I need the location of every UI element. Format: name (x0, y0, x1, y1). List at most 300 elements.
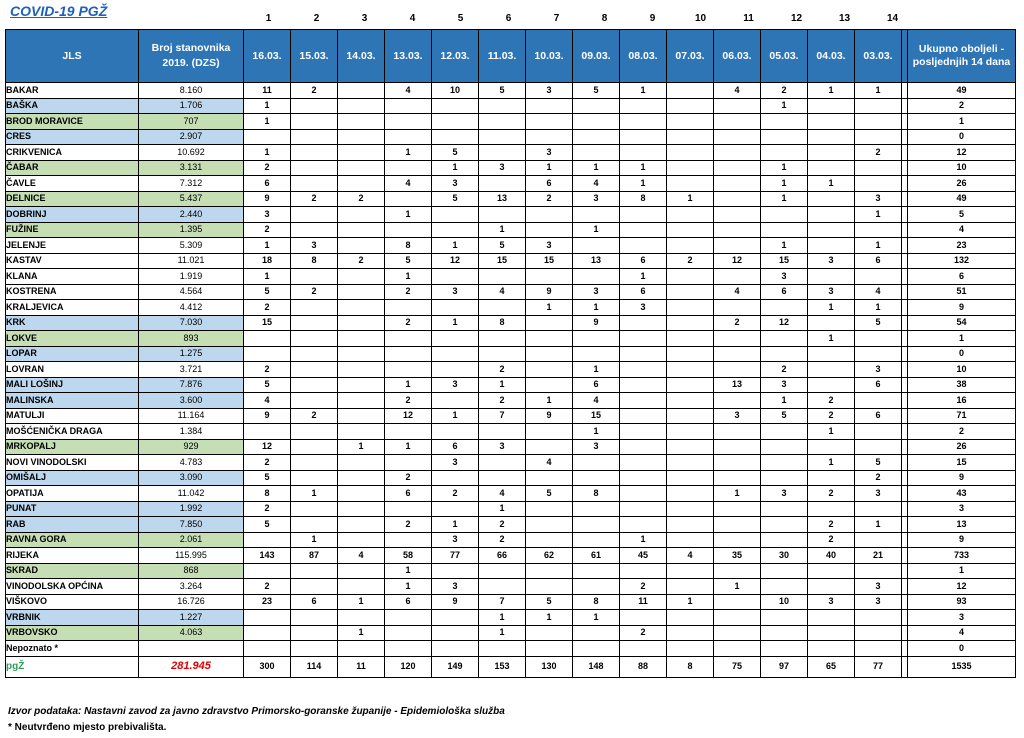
total-cell: 16 (908, 393, 1016, 409)
case-cell (573, 532, 620, 548)
case-cell (808, 346, 855, 362)
case-cell: 1 (432, 408, 479, 424)
case-cell (667, 269, 714, 285)
case-cell (432, 300, 479, 316)
case-cell: 1 (855, 238, 902, 254)
municipality-name: BROD MORAVICE (6, 114, 139, 130)
column-number: 14 (886, 13, 899, 24)
case-cell: 15 (526, 253, 573, 269)
case-cell: 1 (385, 269, 432, 285)
case-cell (808, 501, 855, 517)
case-cell: 6 (244, 176, 291, 192)
case-cell (714, 532, 761, 548)
summary-total: 1535 (908, 656, 1016, 677)
case-cell (761, 114, 808, 130)
case-cell: 77 (432, 548, 479, 564)
case-cell: 2 (808, 408, 855, 424)
header-date: 12.03. (432, 30, 479, 83)
case-cell: 2 (244, 501, 291, 517)
case-cell: 4 (855, 284, 902, 300)
case-cell: 4 (479, 284, 526, 300)
case-cell (714, 176, 761, 192)
municipality-name: JELENJE (6, 238, 139, 254)
case-cell: 9 (526, 408, 573, 424)
case-cell: 2 (385, 470, 432, 486)
case-cell: 5 (432, 191, 479, 207)
total-cell: 1 (908, 563, 1016, 579)
case-cell: 6 (855, 408, 902, 424)
case-cell (667, 501, 714, 517)
case-cell: 3 (855, 191, 902, 207)
header-date: 06.03. (714, 30, 761, 83)
case-cell (432, 222, 479, 238)
case-cell (808, 641, 855, 657)
case-cell: 4 (573, 393, 620, 409)
case-cell (385, 114, 432, 130)
header-date: 15.03. (291, 30, 338, 83)
case-cell (855, 625, 902, 641)
summary-population: 281.945 (139, 656, 244, 677)
case-cell: 6 (573, 377, 620, 393)
case-cell: 5 (573, 83, 620, 99)
case-cell (291, 160, 338, 176)
case-cell (667, 145, 714, 161)
case-cell: 6 (385, 486, 432, 502)
case-cell: 4 (385, 83, 432, 99)
case-cell (385, 160, 432, 176)
column-number: 5 (457, 13, 464, 24)
case-cell (808, 563, 855, 579)
case-cell (855, 269, 902, 285)
case-cell (526, 563, 573, 579)
case-cell: 12 (761, 315, 808, 331)
case-cell (714, 145, 761, 161)
case-cell: 5 (526, 594, 573, 610)
case-cell (808, 129, 855, 145)
case-cell (667, 625, 714, 641)
population-cell: 1.384 (139, 424, 244, 440)
total-cell: 49 (908, 191, 1016, 207)
total-cell: 49 (908, 83, 1016, 99)
case-cell (526, 377, 573, 393)
total-cell: 23 (908, 238, 1016, 254)
case-cell (620, 455, 667, 471)
case-cell (667, 129, 714, 145)
case-cell (714, 191, 761, 207)
case-cell: 3 (855, 486, 902, 502)
header-date: 10.03. (526, 30, 573, 83)
case-cell (526, 625, 573, 641)
case-cell (714, 594, 761, 610)
municipality-name: LOKVE (6, 331, 139, 347)
table-row (6, 129, 1016, 145)
case-cell (526, 517, 573, 533)
case-cell: 143 (244, 548, 291, 564)
header-date: 05.03. (761, 30, 808, 83)
case-cell (291, 207, 338, 223)
case-cell (714, 625, 761, 641)
case-cell (714, 501, 761, 517)
case-cell: 7 (479, 408, 526, 424)
case-cell: 1 (761, 160, 808, 176)
case-cell: 1 (385, 563, 432, 579)
case-cell (526, 439, 573, 455)
population-cell: 7.876 (139, 377, 244, 393)
case-cell (855, 222, 902, 238)
case-cell: 3 (808, 253, 855, 269)
population-cell: 868 (139, 563, 244, 579)
total-cell: 2 (908, 424, 1016, 440)
total-cell: 71 (908, 408, 1016, 424)
case-cell (855, 346, 902, 362)
case-cell (385, 455, 432, 471)
case-cell (667, 517, 714, 533)
case-cell (714, 129, 761, 145)
case-cell: 1 (385, 207, 432, 223)
header-date: 09.03. (573, 30, 620, 83)
case-cell (526, 331, 573, 347)
case-cell (714, 455, 761, 471)
case-cell (714, 470, 761, 486)
case-cell: 3 (526, 238, 573, 254)
case-cell (479, 145, 526, 161)
case-cell: 1 (855, 207, 902, 223)
case-cell (620, 470, 667, 486)
municipality-name: NOVI VINODOLSKI (6, 455, 139, 471)
case-cell (761, 579, 808, 595)
case-cell (291, 222, 338, 238)
case-cell (479, 424, 526, 440)
case-cell: 4 (244, 393, 291, 409)
summary-row (6, 656, 1016, 677)
population-cell: 7.850 (139, 517, 244, 533)
total-cell: 9 (908, 532, 1016, 548)
municipality-name: VRBOVSKO (6, 625, 139, 641)
case-cell (855, 114, 902, 130)
case-cell: 2 (291, 284, 338, 300)
case-cell (620, 114, 667, 130)
case-cell (808, 269, 855, 285)
case-cell (620, 222, 667, 238)
case-cell (667, 300, 714, 316)
population-cell: 11.042 (139, 486, 244, 502)
municipality-name: KRK (6, 315, 139, 331)
case-cell: 5 (244, 377, 291, 393)
case-cell (855, 532, 902, 548)
case-cell (338, 269, 385, 285)
total-cell: 54 (908, 315, 1016, 331)
case-cell (432, 114, 479, 130)
population-cell: 4.412 (139, 300, 244, 316)
case-cell (620, 610, 667, 626)
municipality-name: KLANA (6, 269, 139, 285)
population-cell: 115.995 (139, 548, 244, 564)
case-cell (338, 362, 385, 378)
summary-case-cell: 8 (667, 656, 714, 677)
case-cell (385, 610, 432, 626)
case-cell: 1 (432, 517, 479, 533)
population-cell: 16.726 (139, 594, 244, 610)
case-cell: 18 (244, 253, 291, 269)
case-cell (385, 222, 432, 238)
case-cell (338, 486, 385, 502)
case-cell (667, 176, 714, 192)
case-cell (667, 222, 714, 238)
case-cell (573, 579, 620, 595)
case-cell (291, 331, 338, 347)
summary-case-cell: 75 (714, 656, 761, 677)
case-cell (479, 300, 526, 316)
case-cell: 1 (714, 579, 761, 595)
population-cell: 1.227 (139, 610, 244, 626)
case-cell (385, 501, 432, 517)
case-cell: 12 (714, 253, 761, 269)
case-cell: 11 (620, 594, 667, 610)
case-cell: 40 (808, 548, 855, 564)
header-date: 04.03. (808, 30, 855, 83)
table-row (6, 486, 1016, 502)
table-row (6, 114, 1016, 130)
case-cell (432, 362, 479, 378)
case-cell (667, 439, 714, 455)
table-row (6, 455, 1016, 471)
case-cell (291, 579, 338, 595)
table-row (6, 222, 1016, 238)
case-cell (338, 145, 385, 161)
case-cell (526, 222, 573, 238)
case-cell (761, 470, 808, 486)
municipality-name: SKRAD (6, 563, 139, 579)
case-cell (338, 563, 385, 579)
case-cell (291, 362, 338, 378)
case-cell: 3 (808, 594, 855, 610)
case-cell (667, 238, 714, 254)
case-cell: 1 (808, 424, 855, 440)
case-cell (761, 439, 808, 455)
case-cell (432, 98, 479, 114)
case-cell (761, 300, 808, 316)
table-row (6, 300, 1016, 316)
municipality-name: CRES (6, 129, 139, 145)
case-cell (761, 145, 808, 161)
case-cell: 13 (573, 253, 620, 269)
case-cell: 5 (479, 83, 526, 99)
case-cell (432, 269, 479, 285)
case-cell: 2 (244, 579, 291, 595)
case-cell (761, 563, 808, 579)
case-cell: 3 (432, 377, 479, 393)
case-cell (479, 470, 526, 486)
case-cell: 1 (338, 625, 385, 641)
case-cell (291, 563, 338, 579)
case-cell (573, 625, 620, 641)
case-cell: 2 (244, 300, 291, 316)
table-row (6, 160, 1016, 176)
case-cell: 2 (385, 517, 432, 533)
table-row (6, 238, 1016, 254)
table-row (6, 548, 1016, 564)
case-cell (244, 625, 291, 641)
total-cell: 132 (908, 253, 1016, 269)
population-cell (139, 641, 244, 657)
case-cell: 2 (244, 455, 291, 471)
case-cell: 3 (432, 579, 479, 595)
case-cell: 5 (526, 486, 573, 502)
case-cell: 1 (291, 486, 338, 502)
case-cell (338, 408, 385, 424)
case-cell (291, 145, 338, 161)
municipality-name: MRKOPALJ (6, 439, 139, 455)
population-cell: 1.992 (139, 501, 244, 517)
total-cell: 4 (908, 222, 1016, 238)
case-cell: 10 (432, 83, 479, 99)
case-cell: 6 (291, 594, 338, 610)
case-cell (620, 424, 667, 440)
table-row (6, 563, 1016, 579)
case-cell (432, 563, 479, 579)
total-cell: 0 (908, 129, 1016, 145)
case-cell: 2 (291, 191, 338, 207)
case-cell: 3 (526, 145, 573, 161)
table-row (6, 625, 1016, 641)
case-cell (620, 207, 667, 223)
case-cell: 61 (573, 548, 620, 564)
municipality-name: BAKAR (6, 83, 139, 99)
case-cell (714, 610, 761, 626)
case-cell (385, 625, 432, 641)
case-cell: 3 (761, 269, 808, 285)
case-cell: 1 (291, 532, 338, 548)
case-cell: 1 (855, 300, 902, 316)
case-cell: 6 (620, 253, 667, 269)
case-cell: 30 (761, 548, 808, 564)
case-cell (526, 129, 573, 145)
case-cell (714, 362, 761, 378)
case-cell: 5 (385, 253, 432, 269)
case-cell (667, 610, 714, 626)
case-cell: 1 (667, 594, 714, 610)
case-cell: 2 (855, 470, 902, 486)
case-cell: 3 (432, 455, 479, 471)
case-cell: 3 (432, 176, 479, 192)
case-cell (620, 439, 667, 455)
case-cell (432, 129, 479, 145)
case-cell (808, 315, 855, 331)
case-cell: 1 (761, 238, 808, 254)
case-cell (432, 207, 479, 223)
case-cell: 3 (714, 408, 761, 424)
table-row (6, 98, 1016, 114)
case-cell: 2 (526, 191, 573, 207)
total-cell: 1 (908, 331, 1016, 347)
case-cell (667, 424, 714, 440)
case-cell (714, 641, 761, 657)
case-cell: 2 (808, 532, 855, 548)
case-cell: 1 (761, 98, 808, 114)
case-cell (432, 331, 479, 347)
case-cell: 1 (479, 222, 526, 238)
case-cell (573, 331, 620, 347)
case-cell: 21 (855, 548, 902, 564)
case-cell: 2 (808, 393, 855, 409)
population-cell: 2.061 (139, 532, 244, 548)
population-cell: 1.275 (139, 346, 244, 362)
case-cell: 2 (479, 393, 526, 409)
case-cell: 2 (620, 579, 667, 595)
case-cell: 1 (338, 594, 385, 610)
municipality-name: FUŽINE (6, 222, 139, 238)
case-cell: 5 (244, 284, 291, 300)
municipality-name: MALINSKA (6, 393, 139, 409)
case-cell (761, 424, 808, 440)
case-cell (761, 455, 808, 471)
total-cell: 10 (908, 362, 1016, 378)
municipality-name: CRIKVENICA (6, 145, 139, 161)
case-cell: 2 (620, 625, 667, 641)
case-cell: 12 (244, 439, 291, 455)
table-row (6, 284, 1016, 300)
summary-case-cell: 65 (808, 656, 855, 677)
total-cell: 9 (908, 470, 1016, 486)
case-cell (808, 114, 855, 130)
case-cell: 1 (385, 145, 432, 161)
case-cell (526, 114, 573, 130)
case-cell (808, 222, 855, 238)
municipality-name: MOŠĆENIČKA DRAGA (6, 424, 139, 440)
case-cell (338, 424, 385, 440)
case-cell: 9 (526, 284, 573, 300)
column-number: 10 (694, 13, 707, 24)
case-cell (620, 393, 667, 409)
case-cell (338, 579, 385, 595)
case-cell (526, 641, 573, 657)
case-cell (808, 145, 855, 161)
case-cell (479, 579, 526, 595)
header-date: 14.03. (338, 30, 385, 83)
case-cell: 9 (244, 191, 291, 207)
case-cell (385, 346, 432, 362)
case-cell: 58 (385, 548, 432, 564)
case-cell (526, 346, 573, 362)
case-cell (479, 331, 526, 347)
header-date: 13.03. (385, 30, 432, 83)
case-cell: 62 (526, 548, 573, 564)
case-cell: 1 (620, 176, 667, 192)
case-cell: 9 (244, 408, 291, 424)
summary-case-cell: 148 (573, 656, 620, 677)
case-cell (338, 377, 385, 393)
case-cell: 66 (479, 548, 526, 564)
case-cell: 3 (432, 532, 479, 548)
case-cell (291, 424, 338, 440)
case-cell: 3 (808, 284, 855, 300)
case-cell: 8 (479, 315, 526, 331)
summary-case-cell: 130 (526, 656, 573, 677)
case-cell: 1 (620, 83, 667, 99)
case-cell (620, 238, 667, 254)
case-cell (855, 160, 902, 176)
case-cell (573, 145, 620, 161)
population-cell: 2.440 (139, 207, 244, 223)
table-row (6, 331, 1016, 347)
case-cell (291, 346, 338, 362)
case-cell (855, 98, 902, 114)
total-cell: 3 (908, 501, 1016, 517)
case-cell: 1 (573, 160, 620, 176)
population-cell: 3.600 (139, 393, 244, 409)
case-cell: 4 (667, 548, 714, 564)
municipality-name: OMIŠALJ (6, 470, 139, 486)
